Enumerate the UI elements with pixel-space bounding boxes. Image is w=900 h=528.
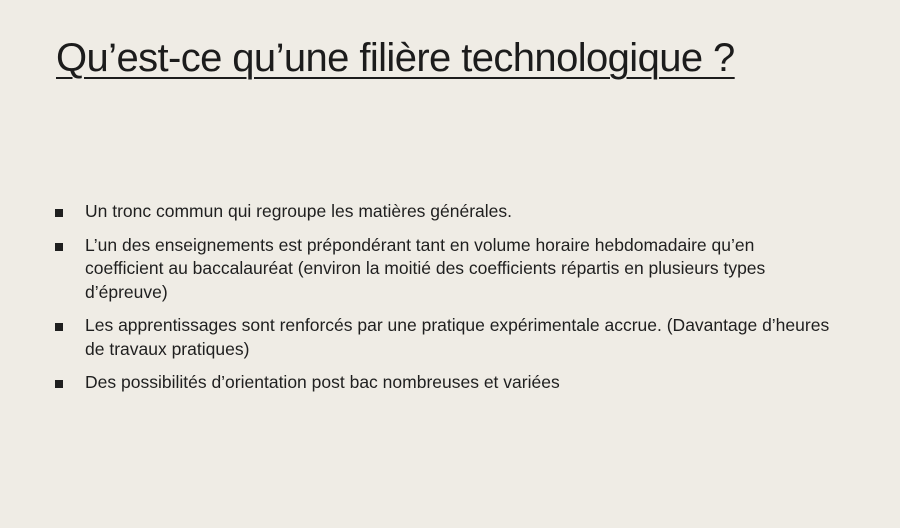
bullet-item <box>54 200 834 224</box>
square-bullet-icon <box>55 243 63 251</box>
bullet-text: L’un des enseignements est prépondérant tant en volume horaire hebdomadaire qu’en coefficient au baccalauréat (environ la moitié des coefficients répartis en plusieurs types d’épreuve) <box>85 234 766 302</box>
bullet-list <box>54 200 834 405</box>
slide-title: Qu’est-ce qu’une filière technologique ? <box>56 36 735 80</box>
bullet-text: Les apprentissages sont renforcés par une pratique expérimentale accrue. (Davantage d’heures de travaux pratiques) <box>85 315 830 359</box>
bullet-text: Des possibilités d’orientation post bac nombreuses et variées <box>85 372 560 392</box>
bullet-item <box>54 314 834 361</box>
bullet-text: Un tronc commun qui regroupe les matières générales. <box>85 201 513 221</box>
square-bullet-icon <box>55 209 63 217</box>
bullet-item <box>54 234 834 305</box>
square-bullet-icon <box>55 323 63 331</box>
square-bullet-icon <box>55 380 63 388</box>
bullet-item <box>54 371 834 395</box>
